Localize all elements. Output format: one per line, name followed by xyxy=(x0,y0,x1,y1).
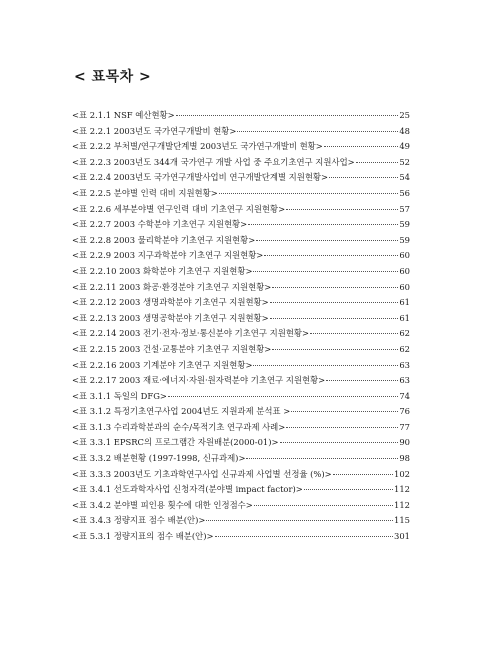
toc-entry-label: <표 2.2.12 2003 생명과학분야 기초연구 지원현황> xyxy=(72,297,269,308)
dot-leader xyxy=(326,380,398,381)
toc-entry[interactable] xyxy=(72,435,410,451)
toc-entry-page: 77 xyxy=(399,421,410,432)
toc-entry-label: <표 3.1.1 독일의 DFG> xyxy=(72,390,167,401)
toc-entry[interactable] xyxy=(72,233,410,249)
toc-entry-label: <표 2.2.5 분야별 인력 대비 지원현황> xyxy=(72,187,218,198)
toc-entry-page: 301 xyxy=(394,531,410,542)
dot-leader xyxy=(253,365,398,366)
dot-leader xyxy=(280,442,399,443)
dot-leader xyxy=(264,255,398,256)
toc-entry-page: 57 xyxy=(399,203,410,214)
toc-entry-page: 62 xyxy=(399,343,410,354)
dot-leader xyxy=(253,271,398,272)
dot-leader xyxy=(270,318,399,319)
dot-leader xyxy=(256,240,398,241)
toc-entry-page: 63 xyxy=(399,359,410,370)
toc-entry-label: <표 2.2.2 부처별/연구개발단계별 2003년도 국가연구개발비 현황> xyxy=(72,141,323,152)
toc-entry-label: <표 2.2.3 2003년도 344개 국가연구 개발 사업 중 주요기초연구 지원사업> xyxy=(72,156,355,167)
toc-entry[interactable] xyxy=(72,467,410,483)
toc-entry-label: <표 5.3.1 정량지표의 점수 배분(안)> xyxy=(72,531,214,542)
toc-entry[interactable] xyxy=(72,124,410,140)
toc-entry-label: <표 2.2.11 2003 화공·환경분야 기초연구 지원현황> xyxy=(72,281,272,292)
toc-entry-page: 102 xyxy=(394,468,410,479)
toc-entry[interactable] xyxy=(72,389,410,405)
toc-entry-label: <표 2.2.10 2003 화학분야 기초연구 지원현황> xyxy=(72,265,253,276)
toc-entry-label: <표 3.3.2 배분현황 (1997-1998, 신규과제)> xyxy=(72,453,246,464)
toc-entry-page: 90 xyxy=(399,437,410,448)
dot-leader xyxy=(206,520,393,521)
toc-entry[interactable] xyxy=(72,217,410,233)
toc-entry-label: <표 2.2.6 세부분야별 연구인력 대비 기초연구 지원현황> xyxy=(72,203,286,214)
toc-entry[interactable] xyxy=(72,451,410,467)
toc-entry-page: 115 xyxy=(394,515,410,526)
toc-entry-label: <표 3.4.2 분야별 피인용 횟수에 대한 인정점수> xyxy=(72,499,253,510)
toc-entry-label: <표 2.2.16 2003 기계분야 기초연구 지원현황> xyxy=(72,359,253,370)
toc-entry[interactable] xyxy=(72,420,410,436)
dot-leader xyxy=(272,349,398,350)
toc-entry[interactable] xyxy=(72,248,410,264)
toc-entry-label: <표 3.3.1 EPSRC의 프로그램간 자원배분(2000-01)> xyxy=(72,437,279,448)
toc-entry[interactable] xyxy=(72,482,410,498)
toc-entry-page: 52 xyxy=(399,156,410,167)
dot-leader xyxy=(272,287,398,288)
dot-leader xyxy=(215,536,393,537)
toc-entry-label: <표 2.2.1 2003년도 국가연구개발비 현황> xyxy=(72,125,237,136)
toc-entry-page: 54 xyxy=(399,172,410,183)
toc-entry-label: <표 2.2.4 2003년도 국가연구개발사업비 연구개발단계별 지원현황> xyxy=(72,172,329,183)
toc-entry[interactable] xyxy=(72,529,410,545)
toc-entry[interactable] xyxy=(72,358,410,374)
dot-leader xyxy=(324,146,399,147)
toc-entry[interactable] xyxy=(72,513,410,529)
toc-entry[interactable] xyxy=(72,139,410,155)
toc-entry-label: <표 2.2.9 2003 지구과학분야 기초연구 지원현황> xyxy=(72,250,264,261)
toc-entry-page: 63 xyxy=(399,375,410,386)
toc-entry-page: 98 xyxy=(399,453,410,464)
toc-entry-page: 60 xyxy=(399,281,410,292)
toc-entry[interactable] xyxy=(72,280,410,296)
dot-leader xyxy=(329,177,398,178)
toc-entry-label: <표 2.2.14 2003 전기·전자·정보·통신분야 기초연구 지원현황> xyxy=(72,328,309,339)
dot-leader xyxy=(356,162,399,163)
dot-leader xyxy=(248,224,398,225)
dot-leader xyxy=(246,458,398,459)
toc-entry[interactable] xyxy=(72,108,410,124)
dot-leader xyxy=(219,193,399,194)
toc-entry-page: 112 xyxy=(394,499,410,510)
dot-leader xyxy=(304,489,393,490)
toc-entry-label: <표 3.3.3 2003년도 기초과학연구사업 신규과제 사업별 선정율 (%)> xyxy=(72,468,332,479)
toc-entry[interactable] xyxy=(72,498,410,514)
toc-entry[interactable] xyxy=(72,170,410,186)
dot-leader xyxy=(286,209,398,210)
toc-entry-label: <표 3.4.1 선도과학자사업 신청자격(분야별 impact factor)> xyxy=(72,484,303,495)
toc-entry-label: <표 2.2.8 2003 물리학분야 기초연구 지원현황> xyxy=(72,234,256,245)
dot-leader xyxy=(291,411,398,412)
toc-entry[interactable] xyxy=(72,404,410,420)
toc-entry-page: 62 xyxy=(399,328,410,339)
toc-entry[interactable] xyxy=(72,326,410,342)
toc-entry[interactable] xyxy=(72,295,410,311)
toc-entry-label: <표 3.1.3 수리과학분과의 순수/목적기초 연구과제 사례> xyxy=(72,421,286,432)
toc-entry-page: 112 xyxy=(394,484,410,495)
toc-entry-label: <표 2.2.7 2003 수학분야 기초연구 지원현황> xyxy=(72,219,248,230)
toc-entry[interactable] xyxy=(72,264,410,280)
toc-entry-page: 76 xyxy=(399,406,410,417)
toc-entry[interactable] xyxy=(72,186,410,202)
toc-entry-page: 59 xyxy=(399,219,410,230)
toc-entry-label: <표 2.2.15 2003 건설·교통분야 기초연구 지원현황> xyxy=(72,343,272,354)
dot-leader xyxy=(237,131,398,132)
toc-entry-page: 25 xyxy=(399,110,410,120)
toc-entry[interactable] xyxy=(72,342,410,358)
toc-entry-label: <표 2.1.1 NSF 예산현황> xyxy=(72,110,175,120)
dot-leader xyxy=(176,115,399,116)
dot-leader xyxy=(310,333,398,334)
toc-entry-page: 56 xyxy=(399,187,410,198)
page-title: < 표목차 > xyxy=(74,69,152,85)
dot-leader xyxy=(168,396,398,397)
dot-leader xyxy=(270,302,399,303)
toc-entry-page: 61 xyxy=(399,297,410,308)
toc-entry-page: 60 xyxy=(399,265,410,276)
toc-entry[interactable] xyxy=(72,311,410,327)
dot-leader xyxy=(254,505,393,506)
toc-entry-label: <표 3.4.3 정량지표 점수 배분(안)> xyxy=(72,515,206,526)
toc-entry-label: <표 3.1.2 특정기초연구사업 2004년도 지원과제 분석표 > xyxy=(72,406,291,417)
toc-entry[interactable] xyxy=(72,155,410,171)
toc-entry-label: <표 2.2.17 2003 재료·에너지·자원·원자력분야 기초연구 지원현황> xyxy=(72,375,326,386)
toc-entry[interactable] xyxy=(72,373,410,389)
toc-entry-page: 60 xyxy=(399,250,410,261)
table-of-tables-list xyxy=(72,108,410,545)
toc-entry[interactable] xyxy=(72,202,410,218)
toc-entry-page: 59 xyxy=(399,234,410,245)
toc-entry-page: 74 xyxy=(399,390,410,401)
toc-entry-page: 49 xyxy=(399,141,410,152)
toc-entry-page: 61 xyxy=(399,312,410,323)
toc-entry-page: 48 xyxy=(399,125,410,136)
toc-entry-label: <표 2.2.13 2003 생명공학분야 기초연구 지원현황> xyxy=(72,312,269,323)
dot-leader xyxy=(333,474,393,475)
dot-leader xyxy=(286,427,398,428)
